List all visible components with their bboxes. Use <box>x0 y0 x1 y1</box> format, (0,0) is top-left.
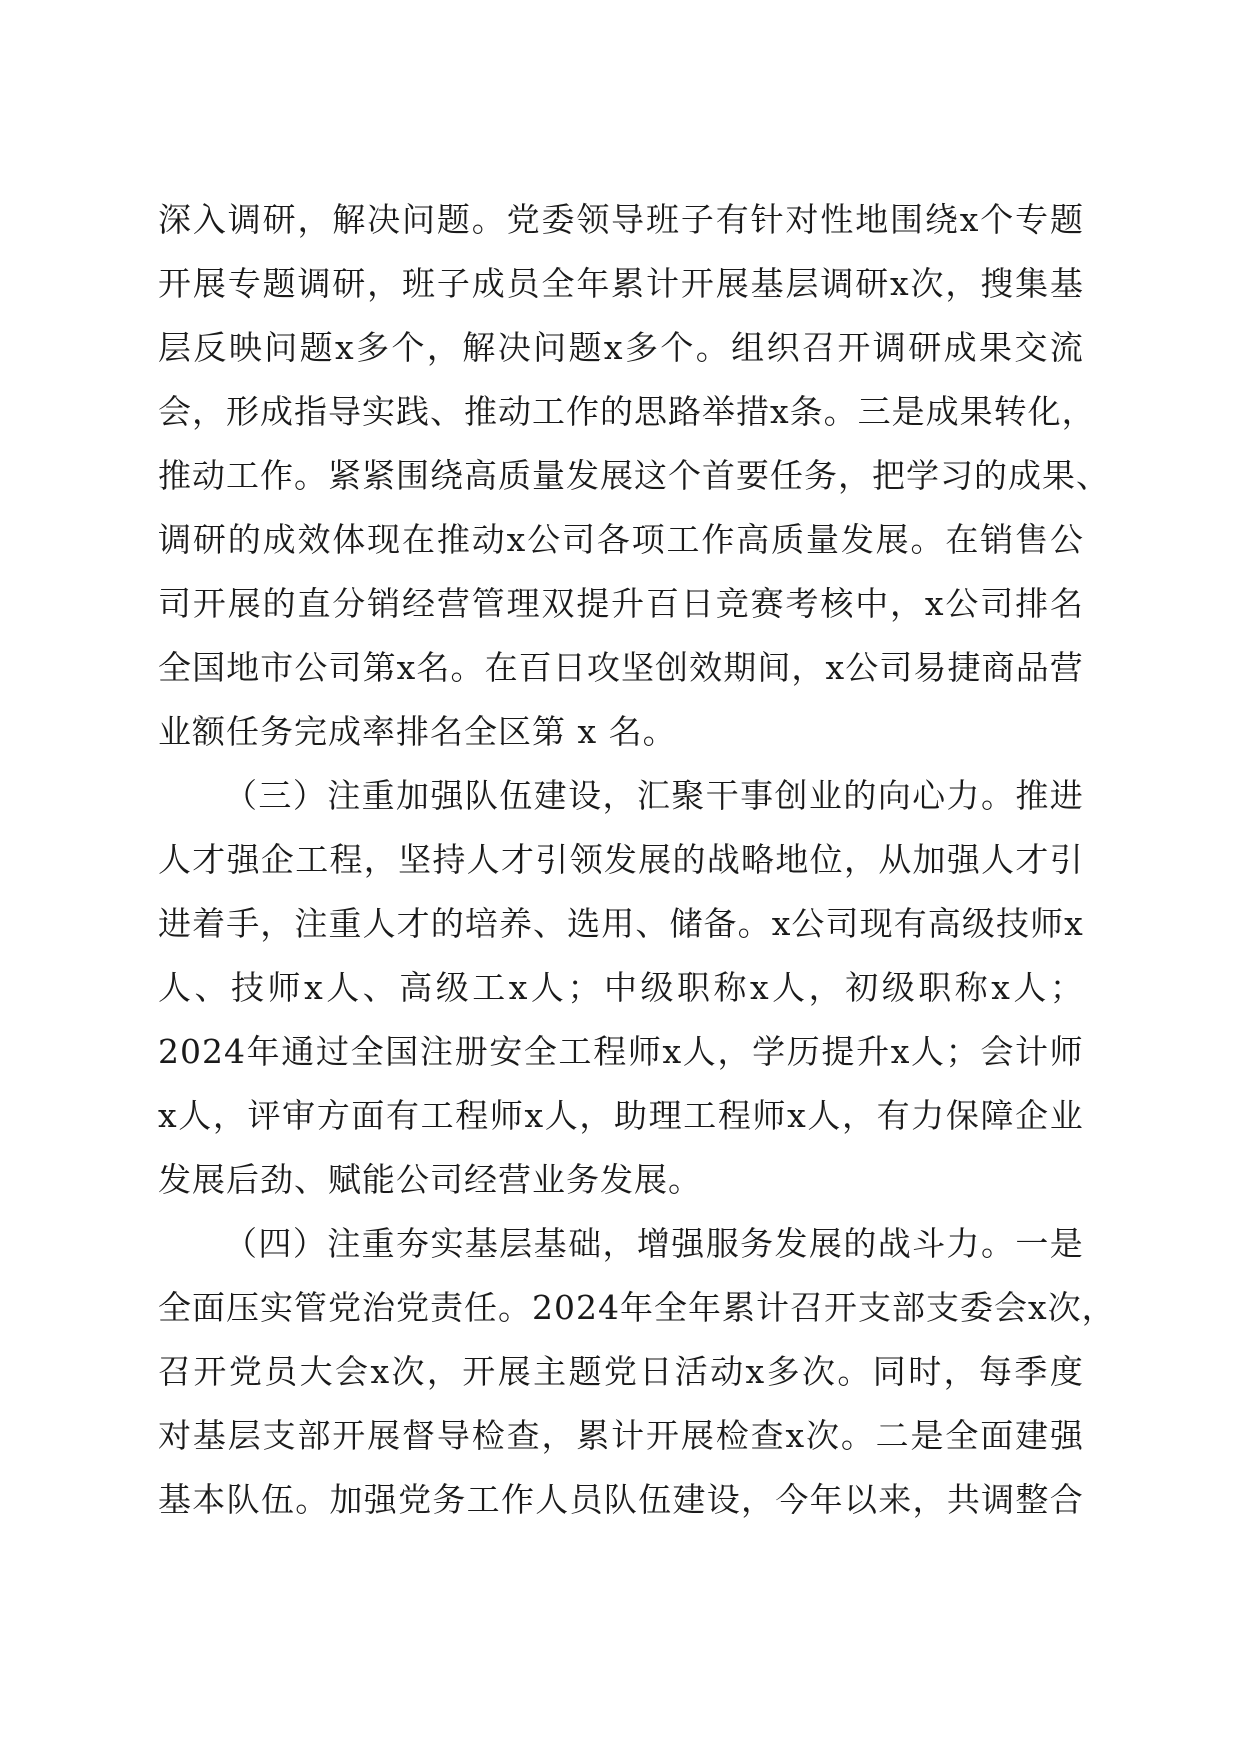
text-line: 发展后劲、赋能公司经营业务发展。 <box>158 1160 702 1199</box>
text-line: 人 才 强 企 工 程 ， 坚 持 人 才 引 领 发 展 的 战 略 地 位 ， 从 加 强 人 才 引 <box>158 840 1084 879</box>
text-line: 对 基 层 支 部 开 展 督 导 检 查 ， 累 计 开 展 检 查 x 次 。 二 是 全 面 建 强 <box>158 1416 1084 1455</box>
text-line: 2024 年 通 过 全 国 注 册 安 全 工 程 师 x 人 ， 学 历 提 升 x 人 ； 会 计 师 <box>158 1032 1084 1071</box>
text-line: 业额任务完成率排名全区第 x 名。 <box>158 712 677 751</box>
text-line: 深 入 调 研 ， 解 决 问 题 。 党 委 领 导 班 子 有 针 对 性 地 围 绕 x 个 专 题 <box>158 200 1084 239</box>
text-line: 层 反 映 问 题 x 多 个 ， 解 决 问 题 x 多 个 。 组 织 召 开 调 研 成 果 交 流 <box>158 328 1084 367</box>
text-line: 会 ， 形 成 指 导 实 践 、 推 动 工 作 的 思 路 举 措 x 条 。 三 是 成 果 转 化 ， <box>158 392 1096 431</box>
text-line: 调 研 的 成 效 体 现 在 推 动 x 公 司 各 项 工 作 高 质 量 发 展 。 在 销 售 公 <box>158 520 1084 559</box>
text-line: x 人 ， 评 审 方 面 有 工 程 师 x 人 ， 助 理 工 程 师 x 人 ， 有 力 保 障 企 业 <box>158 1096 1084 1135</box>
text-line: 进 着 手 ， 注 重 人 才 的 培 养 、 选 用 、 储 备 。 x 公 司 现 有 高 级 技 师 x <box>158 904 1084 943</box>
text-line: 召 开 党 员 大 会 x 次 ， 开 展 主 题 党 日 活 动 x 多 次 。 同 时 ， 每 季 度 <box>158 1352 1084 1391</box>
text-line: 基 本 队 伍 。 加 强 党 务 工 作 人 员 队 伍 建 设 ， 今 年 以 来 ， 共 调 整 合 <box>158 1480 1084 1519</box>
text-line: 全 国 地 市 公 司 第 x 名 。 在 百 日 攻 坚 创 效 期 间 ， x 公 司 易 捷 商 品 营 <box>158 648 1084 687</box>
text-line: 开 展 专 题 调 研 ， 班 子 成 员 全 年 累 计 开 展 基 层 调 研 x 次 ， 搜 集 基 <box>158 264 1084 303</box>
section-heading-line: （ 三 ） 注 重 加 强 队 伍 建 设 ， 汇 聚 干 事 创 业 的 向 心 力 。 推 进 <box>224 776 1084 815</box>
section-heading-line: （ 四 ） 注 重 夯 实 基 层 基 础 ， 增 强 服 务 发 展 的 战 斗 力 。 一 是 <box>224 1224 1084 1263</box>
text-line: 司 开 展 的 直 分 销 经 营 管 理 双 提 升 百 日 竞 赛 考 核 中 ， x 公 司 排 名 <box>158 584 1084 623</box>
text-line: 人 、 技 师 x 人 、 高 级 工 x 人 ； 中 级 职 称 x 人 ， 初 级 职 称 x 人 ； <box>158 968 1084 1007</box>
document-body <box>158 188 1116 1532</box>
text-line: 全 面 压 实 管 党 治 党 责 任 。 2024 年 全 年 累 计 召 开 支 部 支 委 会 x 次 ， <box>158 1288 1116 1327</box>
text-line: 推 动 工 作 。 紧 紧 围 绕 高 质 量 发 展 这 个 首 要 任 务 ， 把 学 习 的 成 果 、 <box>158 456 1110 495</box>
